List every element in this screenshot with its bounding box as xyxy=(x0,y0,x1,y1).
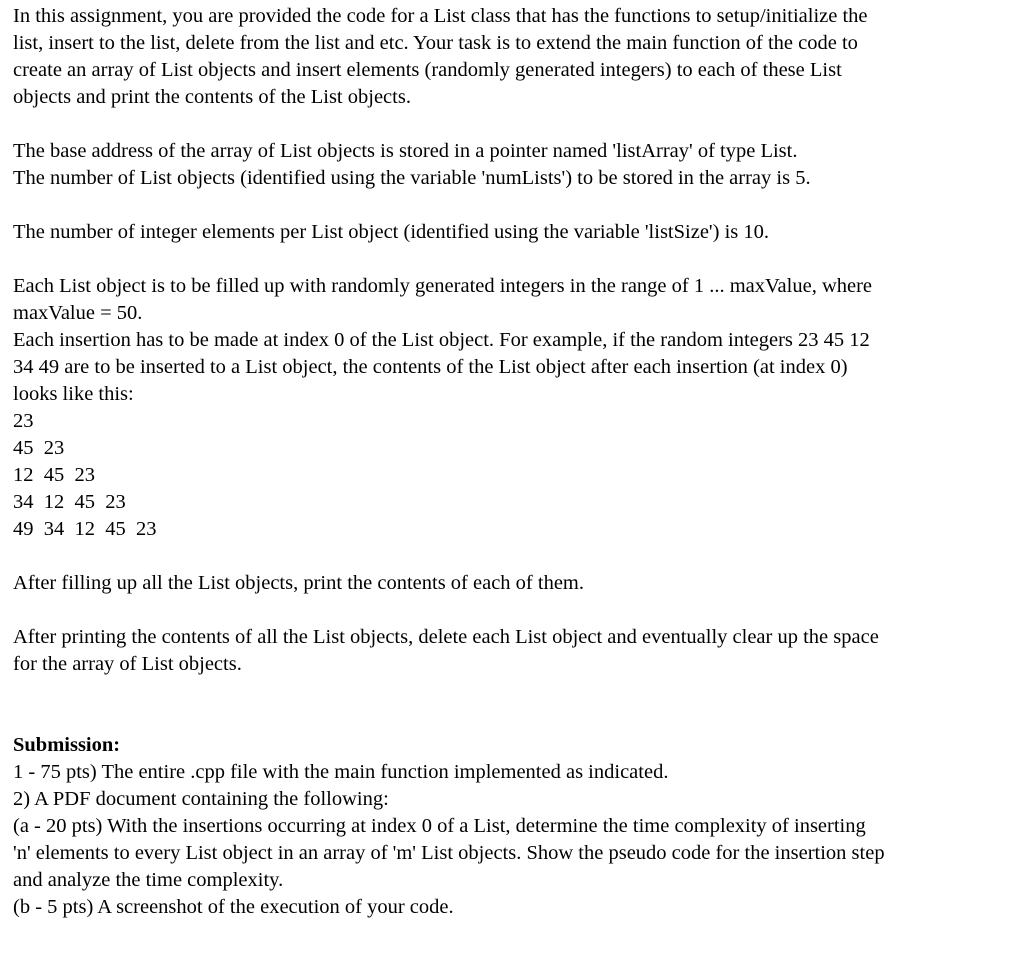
submission-line-2: 2) A PDF document containing the following: xyxy=(13,788,389,810)
submission-heading: Submission: xyxy=(13,734,121,756)
list-size-line-1: The number of integer elements per List object (identified using the variable 'listSize') is 10. xyxy=(13,221,769,243)
intro-paragraph xyxy=(13,3,1017,111)
intro-line-4: objects and print the contents of the List objects. xyxy=(13,86,411,108)
list-size-paragraph xyxy=(13,219,1017,246)
submission-line-1: 1 - 75 pts) The entire .cpp file with the main function implemented as indicated. xyxy=(13,761,669,783)
fill-line-4: 34 49 are to be inserted to a List object, the contents of the List object after each insertion (at index 0) xyxy=(13,356,848,378)
submission-line-4: 'n' elements to every List object in an array of 'm' List objects. Show the pseudo code for the insertion step xyxy=(13,842,885,864)
base-address-paragraph xyxy=(13,138,1017,192)
print-step-line-1: After filling up all the List objects, print the contents of each of them. xyxy=(13,572,584,594)
example-sequence xyxy=(13,408,1017,543)
example-sequence-line-4: 34 12 45 23 xyxy=(13,491,126,513)
delete-step-paragraph xyxy=(13,624,1017,678)
submission-line-6: (b - 5 pts) A screenshot of the execution of your code. xyxy=(13,896,454,918)
delete-step-line-2: for the array of List objects. xyxy=(13,653,242,675)
submission-section xyxy=(13,732,1017,921)
example-sequence-line-2: 45 23 xyxy=(13,437,65,459)
base-address-line-1: The base address of the array of List objects is stored in a pointer named 'listArray' of type List. xyxy=(13,140,798,162)
intro-line-2: list, insert to the list, delete from the list and etc. Your task is to extend the main function of the code to xyxy=(13,32,858,54)
example-sequence-line-3: 12 45 23 xyxy=(13,464,95,486)
base-address-line-2: The number of List objects (identified using the variable 'numLists') to be stored in the array is 5. xyxy=(13,167,811,189)
submission-line-5: and analyze the time complexity. xyxy=(13,869,284,891)
fill-line-5: looks like this: xyxy=(13,383,134,405)
example-sequence-line-5: 49 34 12 45 23 xyxy=(13,518,157,540)
fill-line-1: Each List object is to be filled up with randomly generated integers in the range of 1 ... maxValue, where xyxy=(13,275,873,297)
fill-line-2: maxValue = 50. xyxy=(13,302,143,324)
intro-line-1: In this assignment, you are provided the code for a List class that has the functions to setup/initialize the xyxy=(13,5,868,27)
submission-line-3: (a - 20 pts) With the insertions occurring at index 0 of a List, determine the time complexity of inserting xyxy=(13,815,866,837)
assignment-document xyxy=(13,3,1017,921)
fill-line-3: Each insertion has to be made at index 0 of the List object. For example, if the random integers 23 45 12 xyxy=(13,329,870,351)
example-sequence-line-1: 23 xyxy=(13,410,34,432)
intro-line-3: create an array of List objects and insert elements (randomly generated integers) to each of these List xyxy=(13,59,842,81)
section-spacer xyxy=(13,678,1017,732)
fill-paragraph xyxy=(13,273,1017,543)
print-step-paragraph xyxy=(13,570,1017,597)
delete-step-line-1: After printing the contents of all the List objects, delete each List object and eventually clear up the space xyxy=(13,626,879,648)
